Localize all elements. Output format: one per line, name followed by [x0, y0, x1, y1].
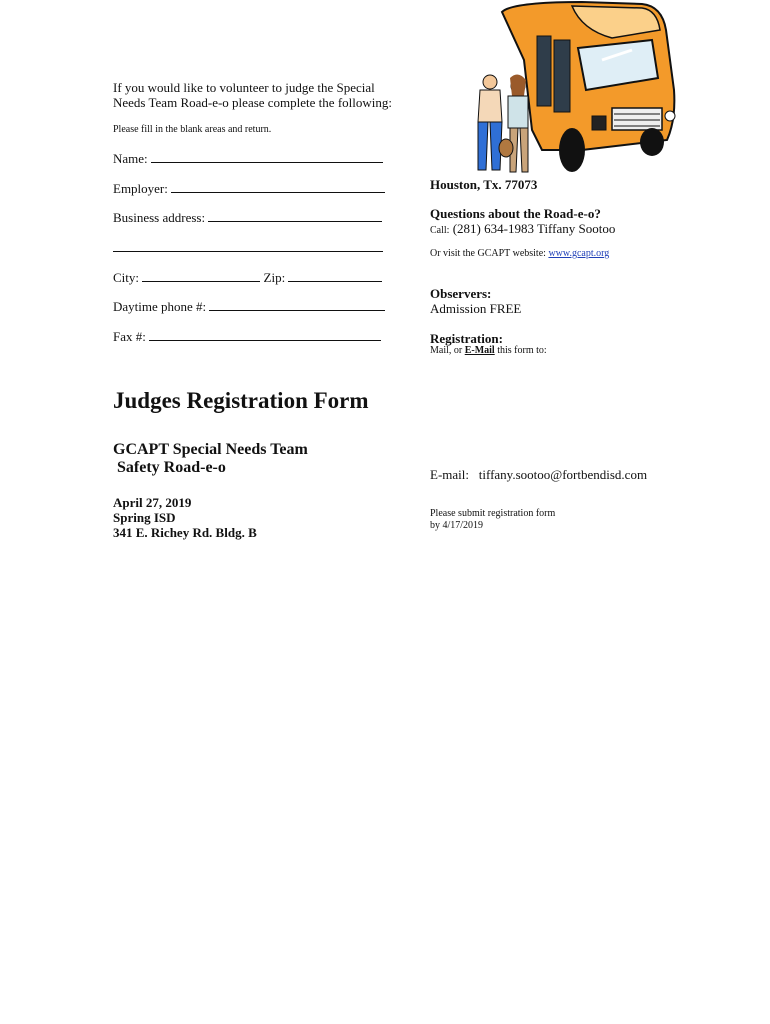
submit-line-2: by 4/17/2019 — [430, 520, 484, 531]
event-details — [113, 495, 257, 540]
name-label: Name: — [113, 151, 148, 166]
employer-label: Employer: — [113, 181, 168, 196]
registration-heading: Registration: — [430, 331, 503, 346]
website-link[interactable]: www.gcapt.org — [548, 248, 610, 259]
fax-field-row — [113, 328, 385, 345]
event-name-line-2: Safety Road-e-o — [117, 459, 226, 476]
website-prefix: Or visit the GCAPT website: — [430, 248, 546, 259]
intro-line-2: Needs Team Road-e-o please complete the following: — [113, 95, 392, 110]
employer-field-row — [113, 180, 385, 197]
submit-deadline — [430, 508, 555, 532]
employer-blank-line[interactable] — [171, 180, 385, 193]
call-value: (281) 634-1983 Tiffany Sootoo — [452, 221, 616, 236]
event-name-line-1: GCAPT Special Needs Team — [113, 441, 308, 458]
submit-line-1: Please submit registration form — [430, 508, 556, 519]
zip-blank-line[interactable] — [288, 269, 382, 282]
city-line: Houston, Tx. 77073 — [430, 177, 538, 192]
reg-prefix: Mail, or — [430, 345, 463, 356]
fax-blank-line[interactable] — [149, 328, 381, 341]
event-address: 341 E. Richey Rd. Bldg. B — [113, 525, 257, 540]
observers-text: Admission FREE — [430, 301, 522, 316]
daytime-phone-blank-line[interactable] — [209, 298, 385, 311]
city-zip-field-row — [113, 269, 385, 286]
business-address-blank-line-2[interactable] — [113, 239, 383, 252]
daytime-phone-field-row — [113, 298, 385, 315]
city-label: City: — [113, 270, 140, 285]
daytime-phone-label: Daytime phone #: — [113, 299, 207, 314]
bus-illustration — [462, 0, 682, 180]
call-prefix: Call: — [430, 225, 450, 236]
call-line — [430, 221, 615, 237]
business-address-line-2-row — [113, 239, 385, 256]
fax-label: Fax #: — [113, 329, 146, 344]
reg-suffix: this form to: — [497, 345, 547, 356]
intro-text — [113, 80, 392, 110]
website-line — [430, 248, 609, 260]
email-value[interactable]: tiffany.sootoo@fortbendisd.com — [478, 467, 648, 482]
page-title: Judges Registration Form — [113, 388, 369, 413]
questions-heading: Questions about the Road-e-o? — [430, 206, 601, 221]
business-address-field-row — [113, 209, 385, 226]
name-blank-line[interactable] — [151, 150, 383, 163]
business-address-label: Business address: — [113, 210, 206, 225]
reg-email-word: E-Mail — [464, 345, 495, 356]
observers-heading: Observers: — [430, 286, 492, 301]
event-district: Spring ISD — [113, 510, 176, 525]
email-label: E-mail: — [430, 467, 469, 482]
city-blank-line[interactable] — [142, 269, 260, 282]
registration-instruction — [430, 345, 547, 357]
instruction-note: Please fill in the blank areas and return. — [113, 124, 272, 135]
business-address-blank-line[interactable] — [208, 209, 382, 222]
email-line — [430, 467, 647, 482]
event-date: April 27, 2019 — [113, 495, 192, 510]
zip-label: Zip: — [263, 270, 286, 285]
intro-line-1: If you would like to volunteer to judge the Special — [113, 80, 375, 95]
name-field-row — [113, 150, 385, 167]
